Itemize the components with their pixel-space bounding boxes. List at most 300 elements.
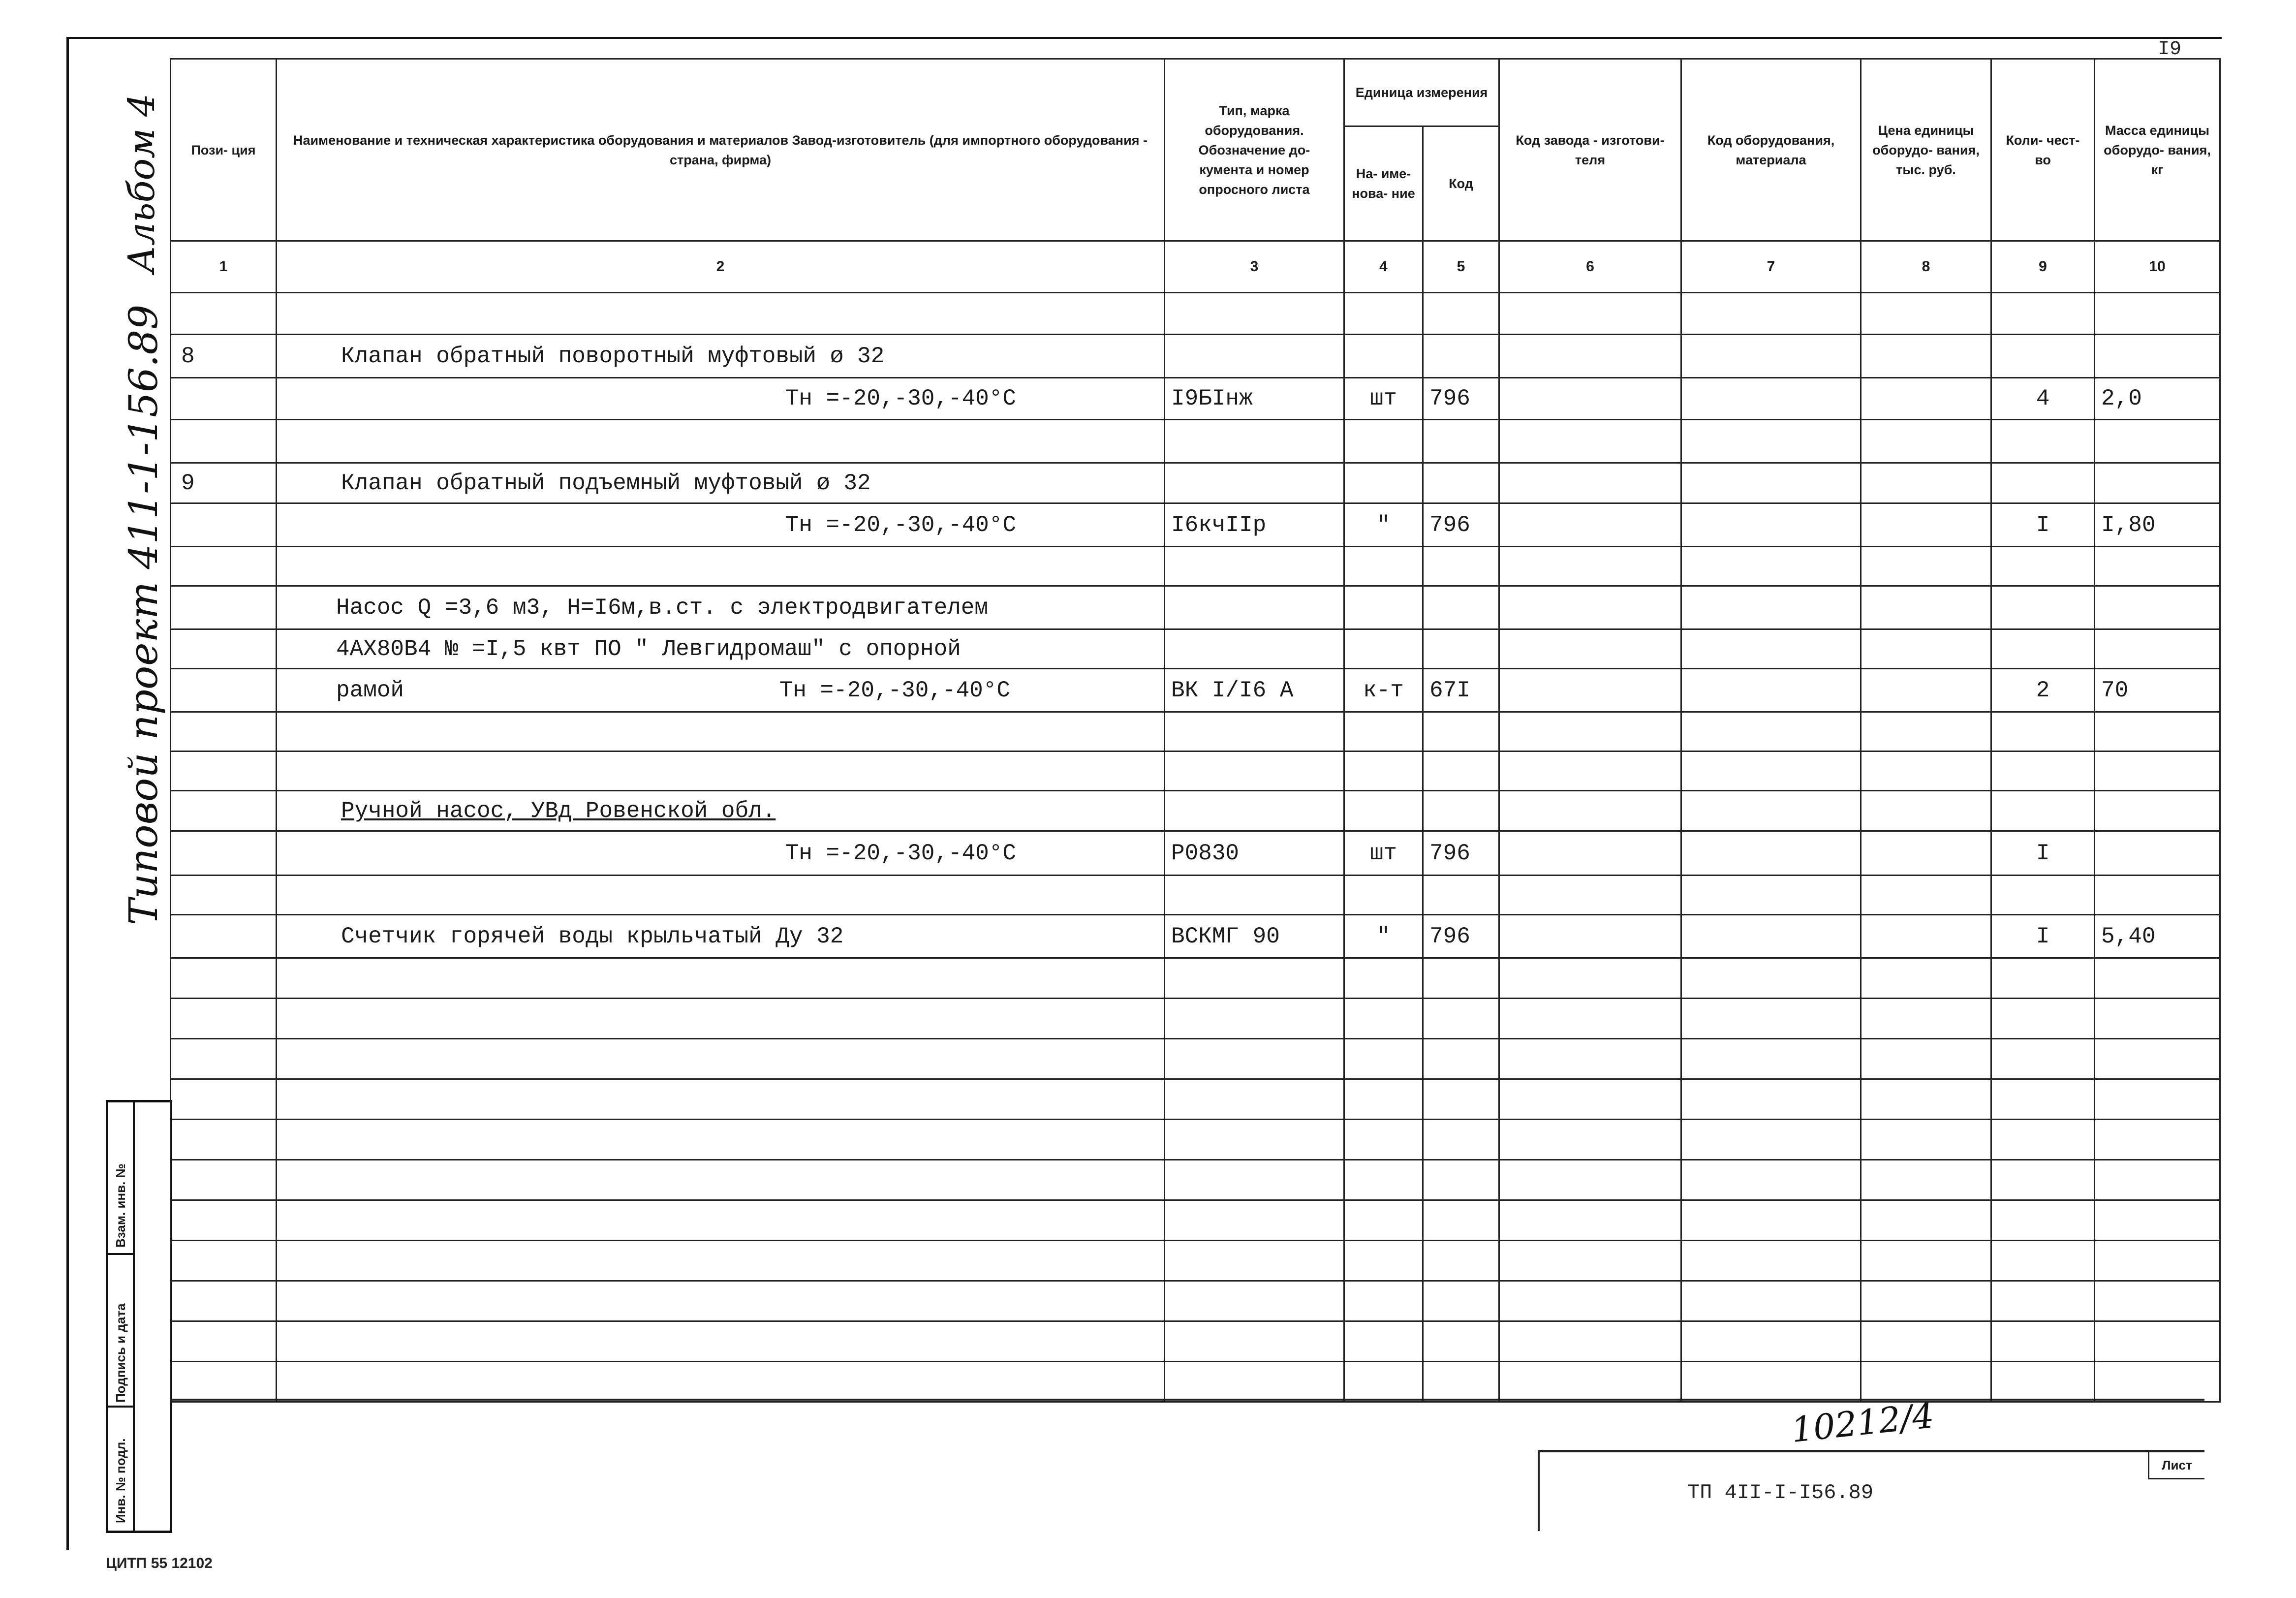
stamp-cell-signature <box>108 1255 133 1408</box>
cell-empty <box>171 1160 277 1200</box>
cell-empty <box>1861 1039 1991 1079</box>
cell-unit <box>1344 293 1423 335</box>
cell-empty <box>1423 1321 1499 1362</box>
cell-price <box>1861 293 1991 335</box>
cell-qty <box>1991 293 2095 335</box>
cell-price <box>1861 503 1991 547</box>
cell-type: I6кчIIр <box>1165 503 1344 547</box>
cell-empty <box>277 958 1165 999</box>
cell-unit <box>1344 335 1423 378</box>
cell-name: Тн =-20,-30,-40°С <box>277 503 1165 547</box>
cell-type <box>1165 712 1344 752</box>
title-block-area <box>170 1399 2204 1529</box>
cell-price <box>1861 586 1991 629</box>
cell-qty <box>1991 791 2095 831</box>
cell-unit <box>1344 463 1423 503</box>
stamp-divider <box>133 1102 135 1531</box>
cell-qty <box>1991 547 2095 586</box>
cell-name <box>277 669 1165 712</box>
cell-empty <box>1681 1362 1861 1402</box>
cell-code <box>1423 293 1499 335</box>
cell-empty <box>1499 1120 1681 1160</box>
table-row <box>171 378 2220 420</box>
cell-empty <box>1165 958 1344 999</box>
header-qty: Коли- чест- во <box>1991 59 2095 241</box>
cell-mass <box>2095 791 2220 831</box>
cell-pos: 9 <box>171 463 277 503</box>
cell-pos <box>171 791 277 831</box>
cell-mass <box>2095 876 2220 915</box>
cell-empty <box>1991 1039 2095 1079</box>
cell-code: 796 <box>1423 378 1499 420</box>
document-code: ТП 4II-I-I56.89 <box>1687 1481 1874 1504</box>
cell-pos <box>171 915 277 958</box>
cell-type <box>1165 463 1344 503</box>
col-number: 8 <box>1861 241 1991 293</box>
stamp-cell-inv <box>108 1408 133 1531</box>
cell-qty <box>1991 712 2095 752</box>
cell-empty <box>2095 1120 2220 1160</box>
cell-empty <box>1499 1200 1681 1241</box>
cell-empty <box>277 1200 1165 1241</box>
cell-mass <box>2095 335 2220 378</box>
cell-empty <box>171 1039 277 1079</box>
cell-price <box>1861 420 1991 463</box>
col-number: 6 <box>1499 241 1681 293</box>
cell-empty <box>277 1160 1165 1200</box>
cell-type <box>1165 547 1344 586</box>
cell-type <box>1165 293 1344 335</box>
cell-empty <box>277 999 1165 1039</box>
cell-empty <box>171 1200 277 1241</box>
cell-unit: шт <box>1344 831 1423 876</box>
cell-pos <box>171 876 277 915</box>
header-factory-code: Код завода - изготови- теля <box>1499 59 1681 241</box>
table-row-empty <box>171 1241 2220 1281</box>
cell-empty <box>1165 1281 1344 1321</box>
cell-empty <box>1423 958 1499 999</box>
table-row <box>171 547 2220 586</box>
cell-empty <box>171 999 277 1039</box>
cell-factory <box>1499 752 1681 791</box>
cell-empty <box>2095 1079 2220 1120</box>
table-row-empty <box>171 1321 2220 1362</box>
cell-mass <box>2095 420 2220 463</box>
cell-type <box>1165 752 1344 791</box>
cell-empty <box>1499 958 1681 999</box>
cell-qty: I <box>1991 503 2095 547</box>
cell-price <box>1861 547 1991 586</box>
cell-empty <box>277 1079 1165 1120</box>
approval-stamp <box>106 1100 172 1533</box>
cell-qty <box>1991 876 2095 915</box>
cell-empty <box>1423 1120 1499 1160</box>
cell-empty <box>1681 1281 1861 1321</box>
cell-empty <box>277 1281 1165 1321</box>
cell-equip <box>1681 791 1861 831</box>
cell-name: Ручной насос, УВд Ровенской обл. <box>277 791 1165 831</box>
cell-factory <box>1499 669 1681 712</box>
cell-name: Тн =-20,-30,-40°С <box>277 378 1165 420</box>
col-number: 7 <box>1681 241 1861 293</box>
cell-pos <box>171 547 277 586</box>
cell-equip <box>1681 547 1861 586</box>
cell-pos <box>171 752 277 791</box>
cell-factory <box>1499 335 1681 378</box>
cell-empty <box>1861 999 1991 1039</box>
cell-empty <box>2095 1039 2220 1079</box>
cell-empty <box>1423 1362 1499 1402</box>
cell-empty <box>1499 1321 1681 1362</box>
cell-empty <box>1165 1362 1344 1402</box>
cell-unit <box>1344 791 1423 831</box>
table-row-empty <box>171 1039 2220 1079</box>
cell-empty <box>1991 1362 2095 1402</box>
col-number: 5 <box>1423 241 1499 293</box>
cell-equip <box>1681 915 1861 958</box>
header-row-1 <box>171 59 2220 126</box>
cell-empty <box>277 1241 1165 1281</box>
cell-type: I9БIнж <box>1165 378 1344 420</box>
table-row <box>171 831 2220 876</box>
cell-name <box>277 293 1165 335</box>
cell-empty <box>1344 1120 1423 1160</box>
cell-empty <box>1991 958 2095 999</box>
cell-pos <box>171 420 277 463</box>
table-row <box>171 752 2220 791</box>
col-number: 4 <box>1344 241 1423 293</box>
cell-empty <box>1991 1120 2095 1160</box>
cell-price <box>1861 463 1991 503</box>
cell-name: Клапан обратный подъемный муфтовый ø 32 <box>277 463 1165 503</box>
cell-empty <box>1165 1321 1344 1362</box>
cell-equip <box>1681 463 1861 503</box>
table-row-empty <box>171 999 2220 1039</box>
cell-mass <box>2095 712 2220 752</box>
header-pos: Пози- ция <box>171 59 277 241</box>
cell-empty <box>2095 1241 2220 1281</box>
header-equip-code: Код оборудования, материала <box>1681 59 1861 241</box>
cell-empty <box>1861 1321 1991 1362</box>
cell-empty <box>1499 1241 1681 1281</box>
title-block <box>1538 1450 2204 1531</box>
cell-empty <box>1991 1200 2095 1241</box>
cell-empty <box>1681 1321 1861 1362</box>
cell-name: Тн =-20,-30,-40°С <box>277 831 1165 876</box>
cell-factory <box>1499 629 1681 669</box>
cell-empty <box>1423 1200 1499 1241</box>
cell-empty <box>1861 1281 1991 1321</box>
cell-empty <box>277 1120 1165 1160</box>
header-unit-code: Код <box>1423 126 1499 241</box>
cell-empty <box>171 1120 277 1160</box>
cell-price <box>1861 831 1991 876</box>
cell-unit <box>1344 752 1423 791</box>
cell-unit <box>1344 420 1423 463</box>
cell-type <box>1165 586 1344 629</box>
cell-mass: 2,0 <box>2095 378 2220 420</box>
cell-empty <box>1344 1079 1423 1120</box>
cell-type <box>1165 876 1344 915</box>
cell-equip <box>1681 752 1861 791</box>
cell-qty: 4 <box>1991 378 2095 420</box>
cell-empty <box>1423 1160 1499 1200</box>
project-label: Типовой проект 411-1-156.89 <box>121 304 166 925</box>
cell-empty <box>1344 958 1423 999</box>
cell-qty <box>1991 420 2095 463</box>
header-mass: Масса единицы оборудо- вания, кг <box>2095 59 2220 241</box>
cell-price <box>1861 752 1991 791</box>
cell-empty <box>1861 1200 1991 1241</box>
cell-qty <box>1991 463 2095 503</box>
table-row-empty <box>171 1120 2220 1160</box>
table-row-empty <box>171 1200 2220 1241</box>
col-number: 1 <box>171 241 277 293</box>
cell-factory <box>1499 586 1681 629</box>
table-row-empty <box>171 1362 2220 1402</box>
cell-unit <box>1344 629 1423 669</box>
table-row <box>171 876 2220 915</box>
cell-empty <box>1861 1120 1991 1160</box>
cell-pos <box>171 712 277 752</box>
cell-pos: 8 <box>171 335 277 378</box>
table-row <box>171 629 2220 669</box>
cell-name: 4АХ80В4 № =I,5 квт ПО " Левгидромаш" с опорной <box>277 629 1165 669</box>
cell-type <box>1165 629 1344 669</box>
cell-price <box>1861 669 1991 712</box>
cell-price <box>1861 712 1991 752</box>
cell-empty <box>1344 1200 1423 1241</box>
cell-empty <box>1681 1160 1861 1200</box>
print-code: ЦИТП 55 12102 <box>106 1555 213 1571</box>
cell-name-right: Тн =-20,-30,-40°С <box>779 677 1010 703</box>
cell-empty <box>1681 1241 1861 1281</box>
cell-code <box>1423 586 1499 629</box>
cell-empty <box>2095 999 2220 1039</box>
cell-equip <box>1681 876 1861 915</box>
cell-unit <box>1344 876 1423 915</box>
cell-empty <box>1344 1281 1423 1321</box>
cell-factory <box>1499 378 1681 420</box>
cell-name <box>277 876 1165 915</box>
cell-empty <box>1423 1079 1499 1120</box>
table-row <box>171 791 2220 831</box>
cell-empty <box>1991 1079 2095 1120</box>
cell-factory <box>1499 547 1681 586</box>
table-row-empty <box>171 1160 2220 1200</box>
cell-empty <box>1423 1241 1499 1281</box>
cell-empty <box>277 1039 1165 1079</box>
cell-type: ВСКМГ 90 <box>1165 915 1344 958</box>
cell-code <box>1423 791 1499 831</box>
cell-equip <box>1681 669 1861 712</box>
table-row <box>171 915 2220 958</box>
handwritten-number: 10212/4 <box>1789 1395 1936 1450</box>
cell-type <box>1165 420 1344 463</box>
cell-type: Р0830 <box>1165 831 1344 876</box>
cell-equip <box>1681 712 1861 752</box>
col-number: 10 <box>2095 241 2220 293</box>
cell-qty: I <box>1991 915 2095 958</box>
cell-code: 67I <box>1423 669 1499 712</box>
header-name: Наименование и техническая характеристика оборудования и материалов Завод-изготовитель (для импортного оборудования - страна, фирма) <box>277 59 1165 241</box>
cell-empty <box>1991 1321 2095 1362</box>
col-number: 9 <box>1991 241 2095 293</box>
cell-mass <box>2095 586 2220 629</box>
cell-empty <box>277 1362 1165 1402</box>
cell-empty <box>1499 1039 1681 1079</box>
table-row <box>171 712 2220 752</box>
cell-mass: 70 <box>2095 669 2220 712</box>
cell-empty <box>1499 1079 1681 1120</box>
cell-empty <box>1499 999 1681 1039</box>
cell-empty <box>171 1079 277 1120</box>
table-row <box>171 293 2220 335</box>
cell-empty <box>1681 1079 1861 1120</box>
stamp-inv-orig: Инв. № подл. <box>113 1438 128 1523</box>
cell-pos <box>171 831 277 876</box>
cell-empty <box>171 1362 277 1402</box>
cell-equip <box>1681 503 1861 547</box>
cell-code <box>1423 752 1499 791</box>
specification-table <box>170 58 2221 1403</box>
stamp-signature-date: Подпись и дата <box>113 1303 128 1403</box>
cell-empty <box>1165 1160 1344 1200</box>
cell-empty <box>1165 1079 1344 1120</box>
cell-mass <box>2095 463 2220 503</box>
cell-code <box>1423 463 1499 503</box>
cell-mass: 5,40 <box>2095 915 2220 958</box>
cell-empty <box>277 1321 1165 1362</box>
cell-mass: I,80 <box>2095 503 2220 547</box>
cell-price <box>1861 335 1991 378</box>
cell-name <box>277 420 1165 463</box>
cell-unit <box>1344 712 1423 752</box>
cell-factory <box>1499 293 1681 335</box>
cell-name-left: рамой <box>336 677 404 703</box>
header-type: Тип, марка оборудования. Обозначение до- кумента и номер опросного листа <box>1165 59 1344 241</box>
header-unit-group: Единица измерения <box>1344 59 1499 126</box>
cell-name: Насос Q =3,6 м3, Н=I6м,в.ст. с электродвигателем <box>277 586 1165 629</box>
cell-qty: 2 <box>1991 669 2095 712</box>
cell-mass <box>2095 629 2220 669</box>
table-row <box>171 335 2220 378</box>
cell-equip <box>1681 629 1861 669</box>
cell-empty <box>1681 999 1861 1039</box>
cell-code <box>1423 629 1499 669</box>
cell-code <box>1423 335 1499 378</box>
table-row <box>171 586 2220 629</box>
cell-unit: " <box>1344 503 1423 547</box>
cell-equip <box>1681 420 1861 463</box>
cell-empty <box>2095 1321 2220 1362</box>
cell-qty <box>1991 335 2095 378</box>
header-price: Цена единицы оборудо- вания, тыс. руб. <box>1861 59 1991 241</box>
cell-code: 796 <box>1423 503 1499 547</box>
sheet-number: I9 <box>2158 38 2182 61</box>
cell-factory <box>1499 420 1681 463</box>
cell-empty <box>1344 999 1423 1039</box>
cell-empty <box>1165 1120 1344 1160</box>
cell-name <box>277 547 1165 586</box>
cell-price <box>1861 876 1991 915</box>
cell-pos <box>171 293 277 335</box>
cell-price <box>1861 915 1991 958</box>
cell-empty <box>1344 1160 1423 1200</box>
table-row-empty <box>171 1079 2220 1120</box>
cell-factory <box>1499 503 1681 547</box>
cell-equip <box>1681 378 1861 420</box>
cell-empty <box>1344 1241 1423 1281</box>
cell-empty <box>171 1281 277 1321</box>
cell-unit: " <box>1344 915 1423 958</box>
cell-empty <box>1861 958 1991 999</box>
cell-empty <box>2095 1200 2220 1241</box>
table-row <box>171 420 2220 463</box>
table-row-empty <box>171 958 2220 999</box>
col-number: 3 <box>1165 241 1344 293</box>
cell-price <box>1861 378 1991 420</box>
cell-empty <box>1344 1362 1423 1402</box>
cell-empty <box>1344 1321 1423 1362</box>
cell-price <box>1861 791 1991 831</box>
cell-empty <box>1423 1039 1499 1079</box>
cell-name: Счетчик горячей воды крыльчатый Ду 32 <box>277 915 1165 958</box>
col-number: 2 <box>277 241 1165 293</box>
cell-empty <box>1423 999 1499 1039</box>
cell-mass <box>2095 293 2220 335</box>
cell-empty <box>2095 1160 2220 1200</box>
cell-code <box>1423 420 1499 463</box>
cell-factory <box>1499 915 1681 958</box>
cell-pos <box>171 378 277 420</box>
cell-pos <box>171 629 277 669</box>
cell-pos <box>171 586 277 629</box>
cell-factory <box>1499 712 1681 752</box>
cell-empty <box>1344 1039 1423 1079</box>
cell-empty <box>1991 999 2095 1039</box>
cell-empty <box>1499 1362 1681 1402</box>
cell-empty <box>1681 958 1861 999</box>
stamp-replace-inv: Взам. инв. № <box>113 1163 128 1248</box>
cell-empty <box>1165 1039 1344 1079</box>
cell-code: 796 <box>1423 831 1499 876</box>
cell-empty <box>171 1321 277 1362</box>
cell-pos <box>171 503 277 547</box>
cell-factory <box>1499 831 1681 876</box>
cell-qty <box>1991 752 2095 791</box>
cell-empty <box>1861 1079 1991 1120</box>
cell-qty <box>1991 629 2095 669</box>
stamp-cell-replace <box>108 1102 133 1255</box>
table-row-empty <box>171 1281 2220 1321</box>
cell-code: 796 <box>1423 915 1499 958</box>
cell-type <box>1165 791 1344 831</box>
cell-pos <box>171 669 277 712</box>
cell-qty <box>1991 586 2095 629</box>
cell-code <box>1423 712 1499 752</box>
cell-empty <box>2095 1281 2220 1321</box>
cell-empty <box>2095 1362 2220 1402</box>
cell-empty <box>1423 1281 1499 1321</box>
cell-unit <box>1344 586 1423 629</box>
cell-factory <box>1499 876 1681 915</box>
cell-empty <box>1165 1241 1344 1281</box>
cell-price <box>1861 629 1991 669</box>
column-numbers-row <box>171 241 2220 293</box>
table-body <box>171 293 2220 1402</box>
table-row <box>171 669 2220 712</box>
